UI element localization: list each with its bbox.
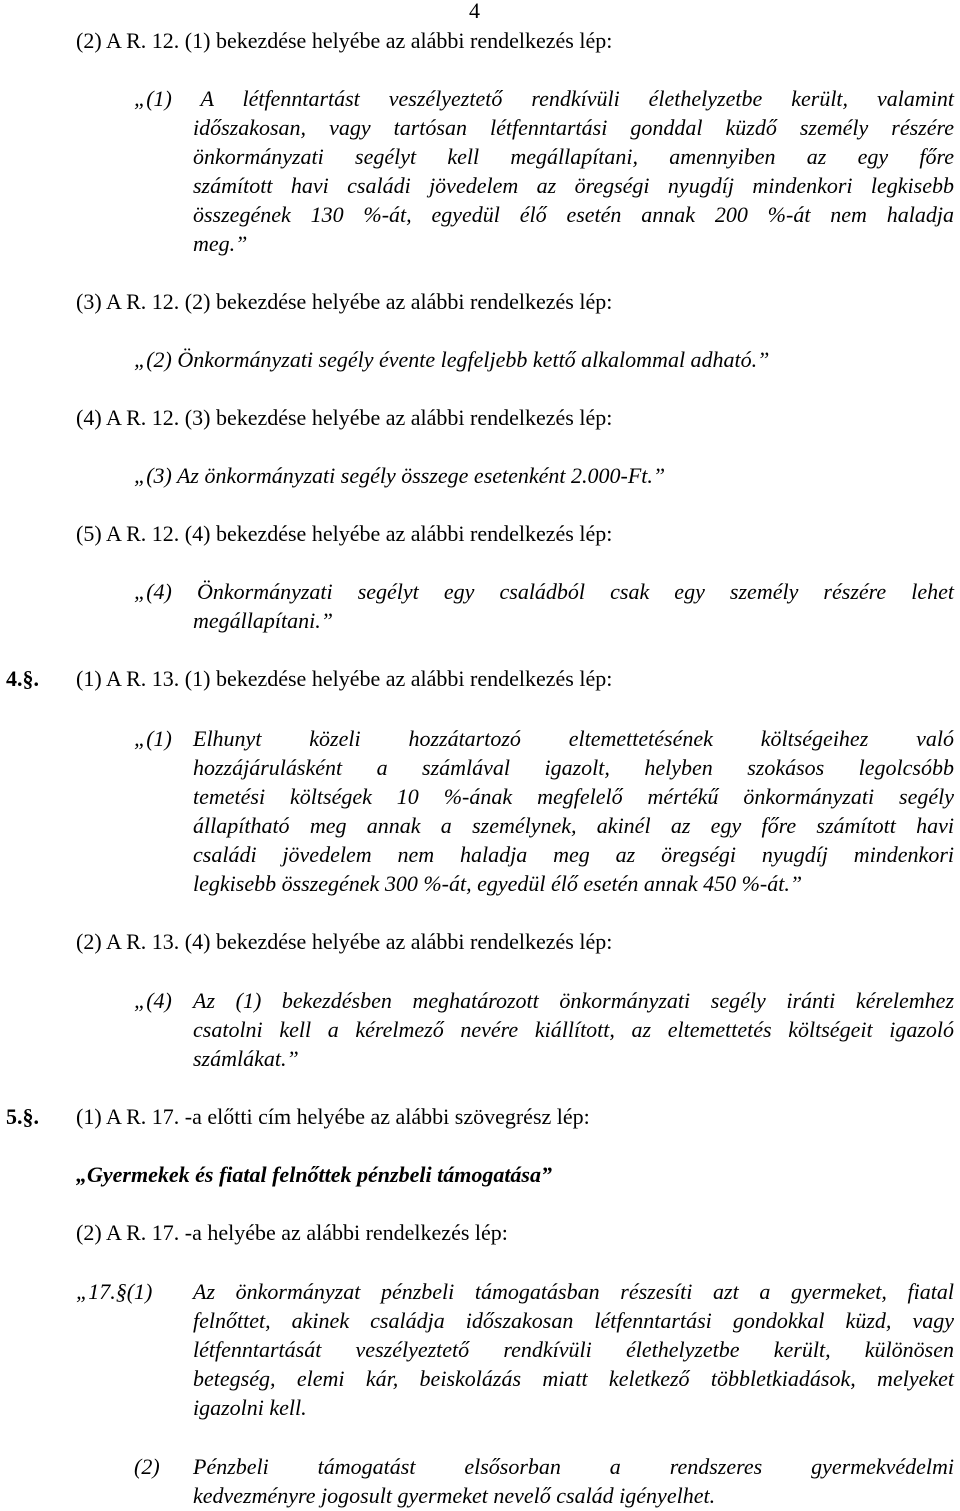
quote-line: kedvezményre jogosult gyermeket nevelő család igényelhet.: [193, 1483, 716, 1508]
quote-line: „(1) A létfenntartást veszélyeztető rendkívüli élethelyzetbe került, valamint: [134, 86, 954, 111]
amendment-heading-2: (3) A R. 12. (2) bekezdése helyébe az alábbi rendelkezés lép:: [76, 289, 613, 314]
quote-line: összegének 130 %-át, egyedül élő esetén annak 200 %-át nem haladja: [193, 202, 954, 227]
amendment-heading-4: (5) A R. 12. (4) bekezdése helyébe az alábbi rendelkezés lép:: [76, 521, 613, 546]
quote-line: hozzájárulásként a számlával igazolt, helyben szokásos legolcsóbb: [193, 755, 954, 780]
quote-line: temetési költségek 10 %-ának megfelelő mértékű önkormányzati segély: [193, 784, 954, 809]
amendment-heading-3: (4) A R. 12. (3) bekezdése helyébe az alábbi rendelkezés lép:: [76, 405, 613, 430]
section-number-5: 5.§.: [6, 1104, 39, 1129]
quote-line: számított havi családi jövedelem az öregségi nyugdíj mindenkori legkisebb: [193, 173, 954, 198]
quote-line: Elhunyt közeli hozzátartozó eltemettetésének költségeihez való: [193, 726, 954, 751]
page-number: 4: [469, 0, 480, 23]
quote-line: legkisebb összegének 300 %-át, egyedül élő esetén annak 450 %-át.”: [193, 871, 803, 896]
quote-line: létfenntartását veszélyeztető rendkívüli élethelyzetbe került, különösen: [193, 1337, 954, 1362]
quote-line: felnőttet, akinek családja időszakosan létfenntartási gondokkal küzd, vagy: [193, 1308, 954, 1333]
quote-line: „(4) Önkormányzati segélyt egy családból csak egy személy részére lehet: [134, 579, 954, 604]
quote-line: csatolni kell a kérelmező nevére kiállított, az eltemettetés költségeit igazoló: [193, 1017, 954, 1042]
quote-line: igazolni kell.: [193, 1395, 307, 1420]
amendment-heading-5: (1) A R. 13. (1) bekezdése helyébe az alábbi rendelkezés lép:: [76, 666, 613, 691]
quote-line: meg.”: [193, 231, 248, 256]
amendment-heading-1: (2) A R. 12. (1) bekezdése helyébe az alábbi rendelkezés lép:: [76, 28, 613, 53]
amendment-heading-6: (2) A R. 13. (4) bekezdése helyébe az alábbi rendelkezés lép:: [76, 929, 613, 954]
quote-line: időszakosan, vagy tartósan létfenntartási gonddal küzdő személy részére: [193, 115, 954, 140]
quote-label: (2): [134, 1454, 160, 1479]
quote-line: családi jövedelem nem haladja meg az öregségi nyugdíj mindenkori: [193, 842, 954, 867]
quote-line: Az önkormányzat pénzbeli támogatásban részesíti azt a gyermeket, fiatal: [193, 1279, 954, 1304]
quote-label: „(4): [134, 988, 172, 1013]
amendment-heading-8: (2) A R. 17. -a helyébe az alábbi rendelkezés lép:: [76, 1220, 508, 1245]
quote-line: „(2) Önkormányzati segély évente legfeljebb kettő alkalommal adható.”: [134, 347, 770, 372]
quote-label: „(1): [134, 726, 172, 751]
section-number-4: 4.§.: [6, 666, 39, 691]
quote-line: Pénzbeli támogatást elsősorban a rendszeres gyermekvédelmi: [193, 1454, 954, 1479]
new-title: „Gyermekek és fiatal felnőttek pénzbeli támogatása”: [76, 1162, 552, 1187]
quote-line: önkormányzati segélyt kell megállapítani, amennyiben az egy főre: [193, 144, 954, 169]
quote-line: számlákat.”: [193, 1046, 299, 1071]
quote-line: Az (1) bekezdésben meghatározott önkormányzati segély iránti kérelemhez: [193, 988, 954, 1013]
quote-label: „17.§(1): [76, 1279, 153, 1304]
quote-line: betegség, elemi kár, beiskolázás miatt keletkező többletkiadások, melyeket: [193, 1366, 954, 1391]
amendment-heading-7: (1) A R. 17. -a előtti cím helyébe az alábbi szövegrész lép:: [76, 1104, 590, 1129]
quote-line: megállapítani.”: [193, 608, 333, 633]
quote-line: „(3) Az önkormányzati segély összege esetenként 2.000-Ft.”: [134, 463, 666, 488]
quote-line: állapítható meg annak a személynek, akinél az egy főre számított havi: [193, 813, 954, 838]
